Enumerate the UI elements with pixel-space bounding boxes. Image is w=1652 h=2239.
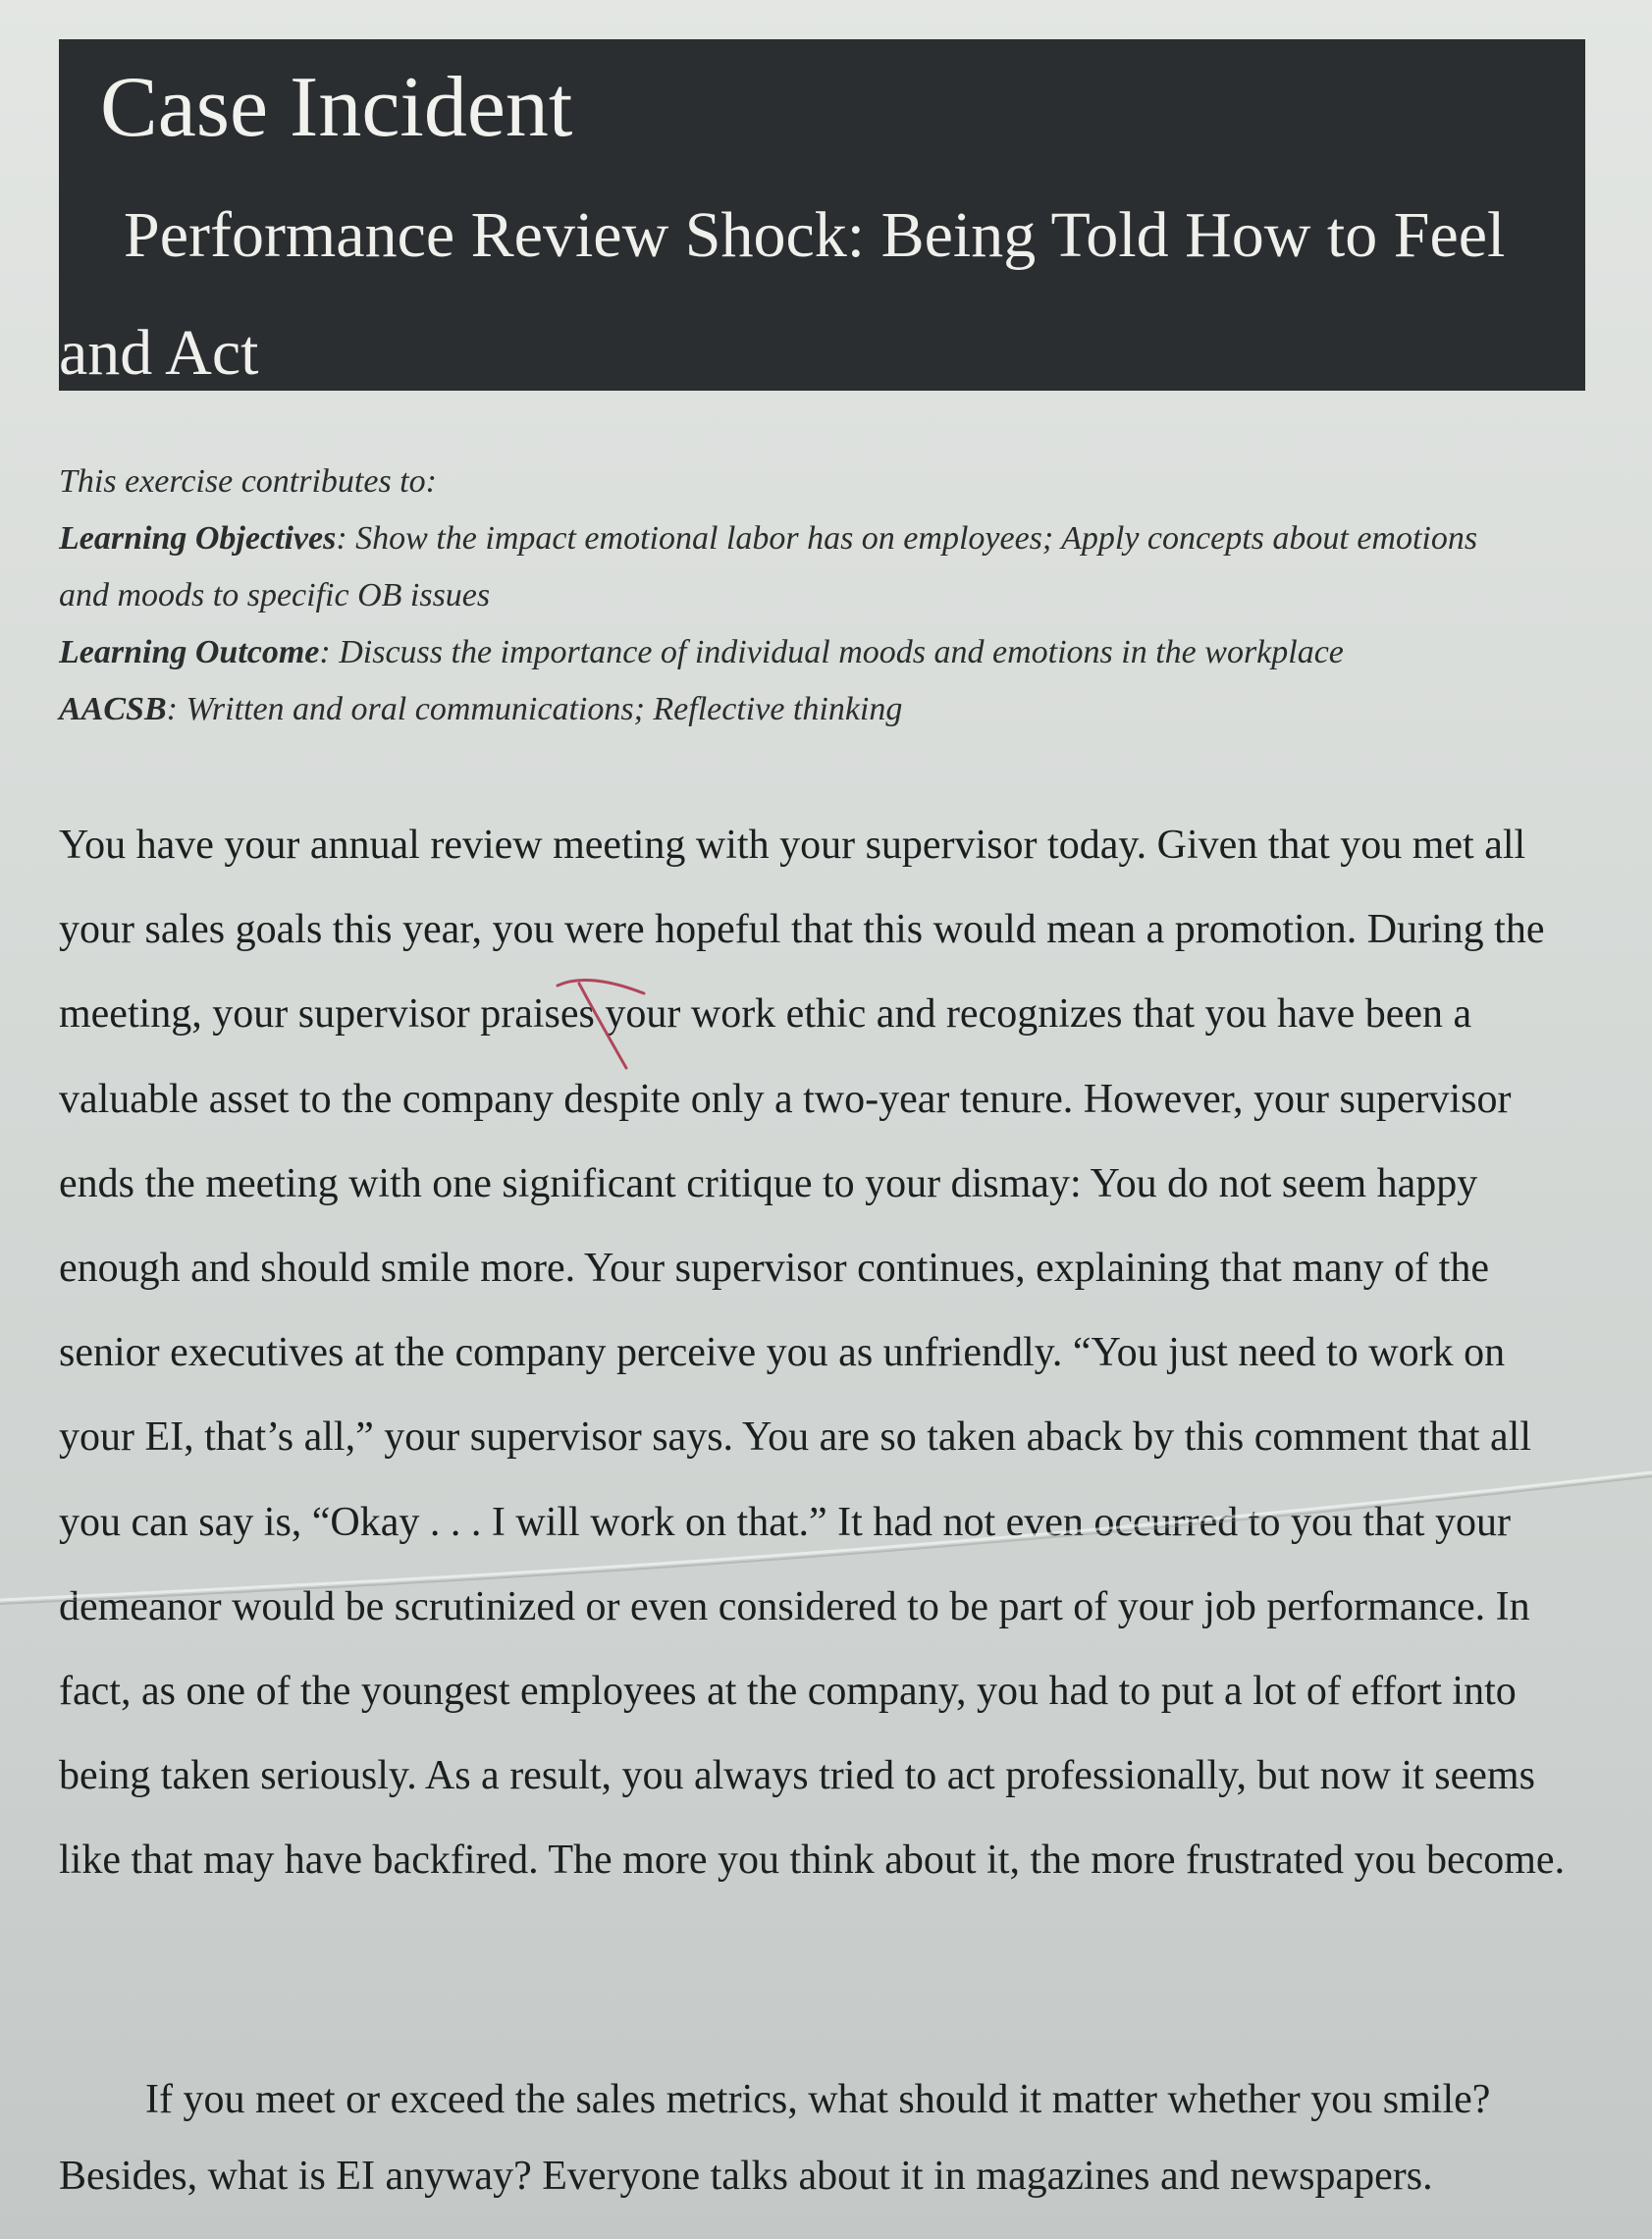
aacsb-label: AACSB	[59, 691, 167, 727]
case-title: Case Incident	[100, 60, 573, 155]
aacsb-text: : Written and oral communications; Reflective thinking	[166, 691, 903, 727]
learning-objectives-text: : Show the impact emotional labor has on employees; Apply concepts about emotions and moods to specific OB issues	[59, 520, 1478, 613]
learning-objectives-label: Learning Objectives	[59, 520, 337, 557]
discussion-question: If you meet or exceed the sales metrics, what should it matter whether you smile? Besides, what is EI anyway? Everyone talks about it in magazines and newspapers.	[59, 2077, 1491, 2199]
learning-objectives	[59, 510, 1531, 624]
learning-outcome-text: : Discuss the importance of individual moods and emotions in the workplace	[319, 634, 1344, 670]
case-subtitle: Performance Review Shock: Being Told How to Feel and Act	[59, 199, 1506, 389]
meta-intro: This exercise contributes to:	[59, 463, 437, 500]
learning-outcome	[59, 624, 1531, 681]
exercise-meta	[59, 453, 1531, 738]
learning-outcome-label: Learning Outcome	[59, 634, 320, 670]
case-paragraph: You have your annual review meeting with your supervisor today. Given that you met all your sales goals this year, you were hopeful that this would mean a promotion. During the meeting, your supervisor praises your work ethic and recognizes that you have been a valuable asset to the company despite only a two-year tenure. However, your supervisor ends the meeting with one significant critique to your dismay: You do not seem happy enough and should smile more. Your supervisor continues, explaining that many of the senior executives at the company perceive you as unfriendly. “You just need to work on your EI, that’s all,” your supervisor says. You are so taken aback by this comment that all you can say is, “Okay . . . I will work on that.” It had not even occurred to you that your demeanor would be scrutinized or even considered to be part of your job performance. In fact, as one of the youngest employees at the company, you had to put a lot of effort into being taken seriously. As a result, you always tried to act professionally, but now it seems like that may have backfired. The more you think about it, the more frustrated you become.	[59, 823, 1566, 1884]
aacsb	[59, 681, 1531, 738]
